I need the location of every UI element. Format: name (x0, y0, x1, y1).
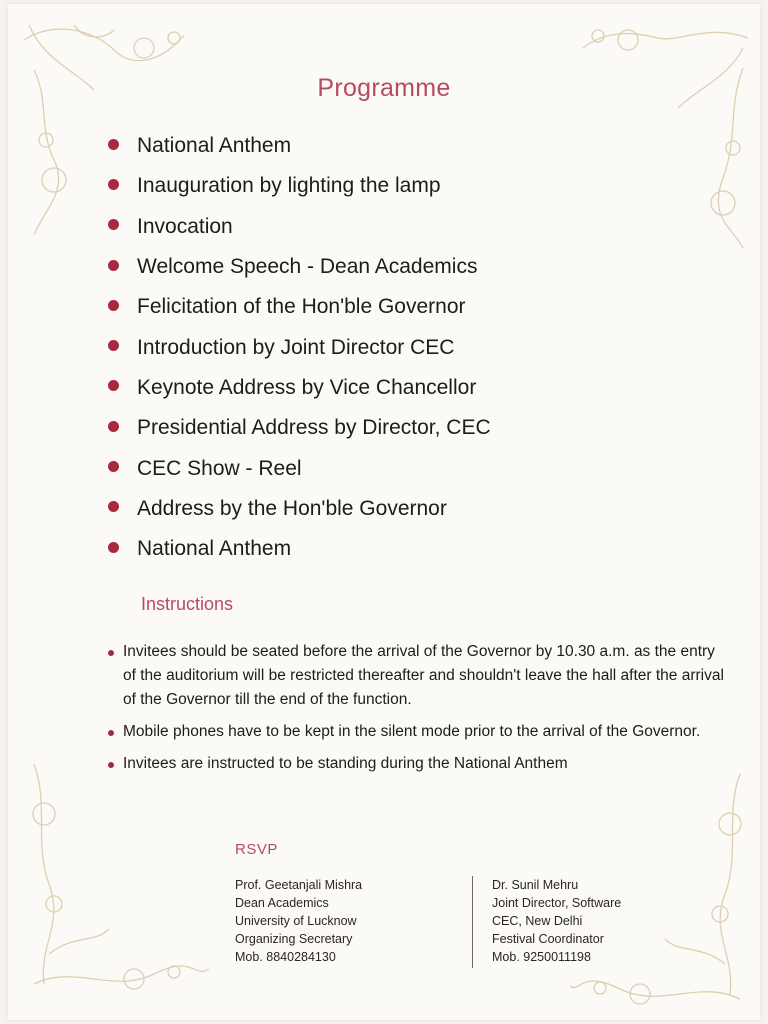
programme-item: Presidential Address by Director, CEC (108, 408, 491, 448)
bullet-icon (108, 380, 119, 391)
bullet-icon (108, 762, 114, 768)
contact-role: Joint Director, Software (492, 896, 622, 910)
contact-mobile: Mob. 8840284130 (235, 950, 336, 964)
programme-item: CEC Show - Reel (108, 448, 491, 488)
bullet-icon (108, 219, 119, 230)
floral-ornament-top-right (578, 18, 758, 258)
programme-list (108, 126, 491, 569)
bullet-icon (108, 542, 119, 553)
programme-item: Welcome Speech - Dean Academics (108, 247, 491, 287)
programme-item: Address by the Hon'ble Governor (108, 489, 491, 529)
contact-mobile: Mob. 9250011198 (492, 950, 591, 964)
contact-title: Organizing Secretary (235, 932, 353, 946)
bullet-icon (108, 179, 119, 190)
bullet-icon (108, 340, 119, 351)
contact-title: Festival Coordinator (492, 932, 604, 946)
rsvp-title: RSVP (235, 841, 278, 858)
bullet-icon (108, 650, 114, 656)
rsvp-contact-left (235, 876, 362, 966)
instruction-item: Invitees are instructed to be standing during the National Anthem (108, 752, 728, 776)
contact-name: Dr. Sunil Mehru (492, 878, 579, 892)
rsvp-contact-right (492, 876, 621, 966)
contact-name: Prof. Geetanjali Mishra (235, 878, 363, 892)
bullet-icon (108, 461, 119, 472)
programme-item: National Anthem (108, 529, 491, 569)
programme-item: National Anthem (108, 126, 491, 166)
programme-item: Keynote Address by Vice Chancellor (108, 368, 491, 408)
programme-item: Invocation (108, 207, 491, 247)
bullet-icon (108, 300, 119, 311)
bullet-icon (108, 501, 119, 512)
contact-org: CEC, New Delhi (492, 914, 583, 928)
programme-title: Programme (317, 74, 451, 102)
programme-item: Felicitation of the Hon'ble Governor (108, 287, 491, 327)
bullet-icon (108, 730, 114, 736)
programme-item: Inauguration by lighting the lamp (108, 166, 491, 206)
programme-item: Introduction by Joint Director CEC (108, 327, 491, 367)
instruction-item: Invitees should be seated before the arrival of the Governor by 10.30 a.m. as the entry of the auditorium will be restricted thereafter and shouldn't leave the hall after the arrival of the Governor till the end of the function. (108, 640, 728, 712)
contact-org: University of Lucknow (235, 914, 357, 928)
contact-role: Dean Academics (235, 896, 329, 910)
contact-divider (472, 876, 473, 968)
instructions-title: Instructions (141, 594, 234, 614)
instructions-list (108, 640, 728, 784)
bullet-icon (108, 260, 119, 271)
instruction-item: Mobile phones have to be kept in the silent mode prior to the arrival of the Governor. (108, 720, 728, 744)
bullet-icon (108, 139, 119, 150)
floral-ornament-bottom-left (14, 754, 214, 1004)
bullet-icon (108, 421, 119, 432)
